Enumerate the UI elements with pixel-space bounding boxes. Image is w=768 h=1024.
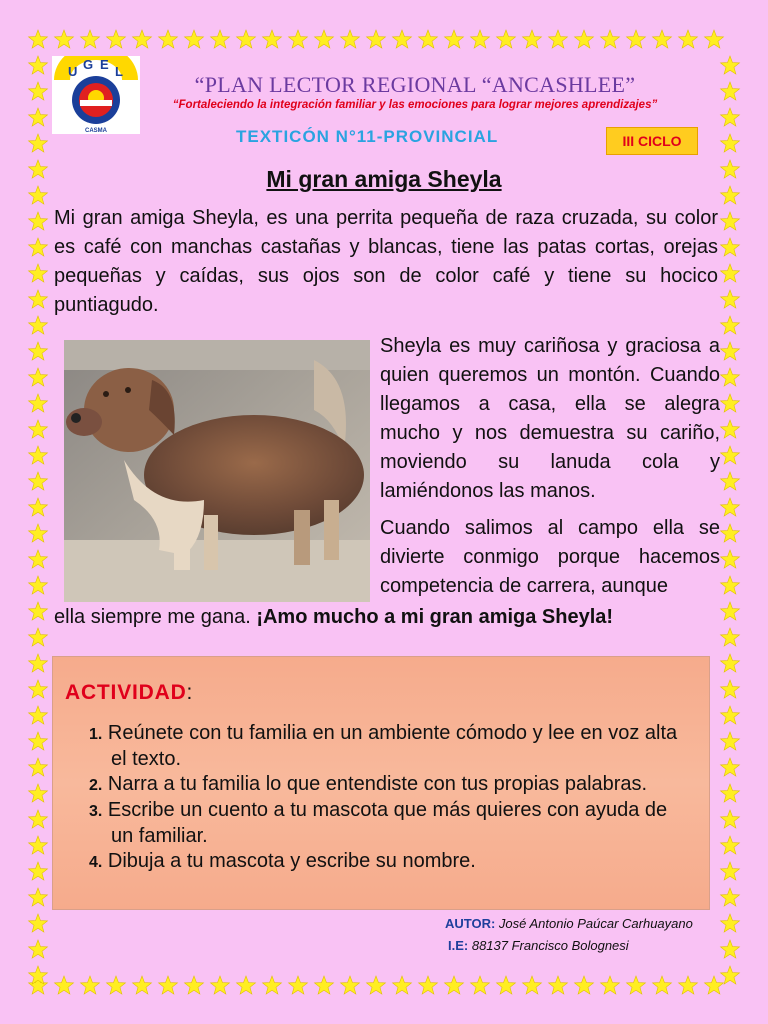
star-icon — [721, 316, 740, 334]
star-icon — [721, 368, 740, 386]
star-icon — [315, 976, 334, 994]
star-icon — [419, 30, 438, 48]
star-icon — [471, 976, 490, 994]
star-icon — [29, 212, 48, 230]
star-icon — [29, 654, 48, 672]
list-item-number: 2. — [89, 777, 103, 794]
ugel-logo-icon — [52, 56, 140, 134]
star-icon — [721, 264, 740, 282]
list-item — [89, 798, 689, 849]
list-item-number: 1. — [89, 726, 103, 743]
star-icon — [29, 940, 48, 958]
star-icon — [601, 30, 620, 48]
list-item-number: 4. — [89, 854, 103, 871]
star-icon — [315, 30, 334, 48]
star-icon — [523, 976, 542, 994]
star-icon — [341, 976, 360, 994]
star-icon — [721, 212, 740, 230]
list-item — [89, 849, 689, 875]
star-icon — [211, 30, 230, 48]
star-icon — [341, 30, 360, 48]
star-icon — [721, 836, 740, 854]
star-icon — [721, 966, 740, 984]
star-icon — [29, 810, 48, 828]
texticon-number: TEXTICÓN N°11-PROVINCIAL — [236, 127, 499, 146]
svg-text:E: E — [100, 57, 109, 72]
star-icon — [185, 30, 204, 48]
star-icon — [721, 472, 740, 490]
star-icon — [237, 30, 256, 48]
star-icon — [721, 706, 740, 724]
star-icon — [721, 420, 740, 438]
story-paragraph-2: Sheyla es muy cariñosa y graciosa a quien queremos un montón. Cuando llegamos a casa, ella se alegra mucho y nos demuestra su cariño, moviendo su lanuda cola y lamiéndonos las manos. — [380, 335, 720, 502]
star-icon — [29, 498, 48, 516]
star-icon — [497, 976, 516, 994]
program-subtitle: “Fortaleciendo la integración familiar y las emociones para lograr mejores aprendizajes” — [172, 99, 658, 111]
school-name: 88137 Francisco Bolognesi — [468, 938, 629, 953]
program-title: “PLAN LECTOR REGIONAL “ANCASHLEE” — [194, 72, 636, 97]
star-icon — [55, 30, 74, 48]
star-icon — [159, 976, 178, 994]
ciclo-badge: III CICLO — [606, 127, 698, 155]
svg-text:L: L — [115, 64, 123, 79]
author-line — [445, 916, 693, 931]
author-name: José Antonio Paúcar Carhuayano — [495, 916, 693, 931]
star-icon — [133, 976, 152, 994]
star-icon — [29, 680, 48, 698]
star-icon — [575, 30, 594, 48]
star-icon — [289, 976, 308, 994]
star-icon — [721, 732, 740, 750]
star-icon — [721, 446, 740, 464]
star-icon — [601, 976, 620, 994]
star-icon — [29, 446, 48, 464]
star-icon — [29, 30, 48, 48]
star-icon — [81, 30, 100, 48]
activity-title-text: ACTIVIDAD — [65, 681, 187, 704]
star-icon — [29, 238, 48, 256]
star-icon — [237, 976, 256, 994]
star-icon — [29, 394, 48, 412]
star-icon — [29, 316, 48, 334]
star-icon — [393, 30, 412, 48]
star-icon — [159, 30, 178, 48]
list-item-text: Dibuja a tu mascota y escribe su nombre. — [107, 850, 476, 872]
star-icon — [721, 914, 740, 932]
star-icon — [29, 108, 48, 126]
star-icon — [627, 976, 646, 994]
star-icon — [721, 680, 740, 698]
star-icon — [367, 976, 386, 994]
star-icon — [721, 108, 740, 126]
story-paragraph-1: Mi gran amiga Sheyla, es una perrita pequeña de raza cruzada, su color es café con manchas castañas y blancas, tiene las patas cortas, orejas pequeñas y caídas, sus ojos son de color café y tiene su hocico puntiagudo. — [54, 207, 718, 316]
star-icon — [721, 602, 740, 620]
star-icon — [679, 976, 698, 994]
list-item — [89, 772, 689, 798]
star-icon — [549, 30, 568, 48]
school-label: I.E: — [448, 938, 469, 953]
story-paragraph-3-end — [54, 603, 718, 632]
star-icon — [185, 976, 204, 994]
star-icon — [471, 30, 490, 48]
star-icon — [29, 420, 48, 438]
star-icon — [29, 134, 48, 152]
list-item-number: 3. — [89, 803, 103, 820]
list-item-text: Escribe un cuento a tu mascota que más quieres con ayuda de un familiar. — [107, 799, 668, 847]
star-icon — [721, 784, 740, 802]
star-icon — [29, 628, 48, 646]
star-icon — [29, 888, 48, 906]
star-icon — [721, 654, 740, 672]
star-icon — [721, 342, 740, 360]
activity-list — [89, 721, 689, 875]
star-icon — [721, 498, 740, 516]
star-icon — [29, 576, 48, 594]
star-icon — [721, 888, 740, 906]
star-icon — [55, 976, 74, 994]
star-icon — [721, 238, 740, 256]
star-icon — [721, 758, 740, 776]
activity-title-colon: : — [186, 681, 194, 704]
activity-box — [52, 656, 710, 910]
star-icon — [705, 976, 724, 994]
activity-title — [65, 681, 193, 705]
star-icon — [721, 940, 740, 958]
star-icon — [29, 524, 48, 542]
star-icon — [29, 836, 48, 854]
svg-text:U: U — [68, 64, 78, 79]
star-icon — [367, 30, 386, 48]
star-icon — [263, 30, 282, 48]
star-icon — [393, 976, 412, 994]
star-icon — [721, 550, 740, 568]
star-icon — [721, 628, 740, 646]
star-icon — [29, 472, 48, 490]
star-icon — [29, 758, 48, 776]
star-icon — [29, 732, 48, 750]
star-icon — [29, 914, 48, 932]
star-icon — [653, 30, 672, 48]
star-icon — [107, 976, 126, 994]
star-icon — [721, 82, 740, 100]
star-icon — [523, 30, 542, 48]
story-paragraph-3-start: Cuando salimos al campo ella se divierte conmigo porque hacemos competencia de carrera, aunque — [380, 517, 720, 597]
star-icon — [721, 134, 740, 152]
star-icon — [705, 30, 724, 48]
star-icon — [263, 976, 282, 994]
star-icon — [721, 862, 740, 880]
star-icon — [445, 30, 464, 48]
star-icon — [653, 976, 672, 994]
star-icon — [29, 290, 48, 308]
dog-photo — [64, 340, 370, 602]
star-icon — [721, 290, 740, 308]
star-icon — [549, 976, 568, 994]
logo-caption: CASMA — [85, 128, 107, 134]
star-icon — [29, 784, 48, 802]
story-paragraph-3-plain: ella siempre me gana. — [54, 606, 257, 628]
star-icon — [133, 30, 152, 48]
star-icon — [721, 394, 740, 412]
star-icon — [29, 342, 48, 360]
star-icon — [497, 30, 516, 48]
svg-text:G: G — [83, 57, 94, 72]
star-icon — [29, 82, 48, 100]
star-icon — [211, 976, 230, 994]
star-icon — [29, 264, 48, 282]
star-icon — [721, 56, 740, 74]
star-icon — [627, 30, 646, 48]
star-icon — [107, 30, 126, 48]
list-item-text: Narra a tu familia lo que entendiste con tus propias palabras. — [107, 773, 648, 795]
star-icon — [575, 976, 594, 994]
star-icon — [29, 550, 48, 568]
star-icon — [721, 524, 740, 542]
author-label: AUTOR: — [445, 916, 496, 931]
star-icon — [29, 862, 48, 880]
star-icon — [445, 976, 464, 994]
star-icon — [419, 976, 438, 994]
star-icon — [721, 576, 740, 594]
star-icon — [289, 30, 308, 48]
list-item-text: Reúnete con tu familia en un ambiente cómodo y lee en voz alta el texto. — [107, 722, 678, 770]
school-line — [448, 938, 629, 953]
star-icon — [29, 56, 48, 74]
list-item — [89, 721, 689, 772]
story-heading: Mi gran amiga Sheyla — [266, 166, 502, 192]
star-icon — [81, 976, 100, 994]
star-icon — [29, 602, 48, 620]
story-closing-sentence: ¡Amo mucho a mi gran amiga Sheyla! — [256, 606, 614, 628]
star-icon — [679, 30, 698, 48]
star-icon — [29, 368, 48, 386]
star-icon — [29, 706, 48, 724]
star-icon — [721, 810, 740, 828]
